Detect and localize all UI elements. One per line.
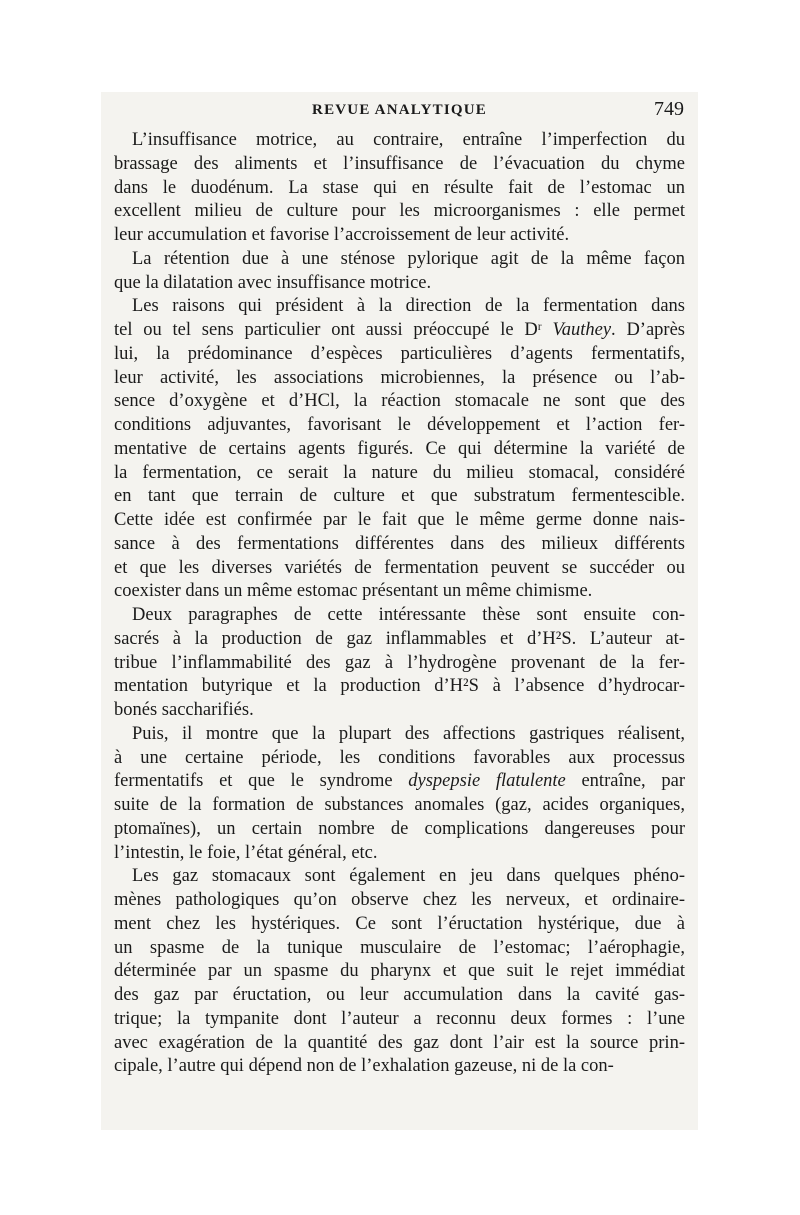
text-line: cipale, l’autre qui dépend non de l’exhalation gazeuse, ni de la con- bbox=[114, 1056, 614, 1077]
text-line: ptomaïnes), un certain nombre de complications dangereuses pour bbox=[114, 818, 685, 839]
text-line: mentative de certains agents figurés. Ce qui détermine la variété de bbox=[114, 438, 685, 459]
text-line: leur activité, les associations microbiennes, la présence ou l’ab- bbox=[114, 367, 685, 388]
text-line: ment chez les hystériques. Ce sont l’éructation hystérique, due à bbox=[114, 913, 685, 934]
text-line: lui, la prédominance d’espèces particulières d’agents fermentatifs, bbox=[114, 343, 685, 364]
running-title: REVUE ANALYTIQUE bbox=[312, 102, 487, 118]
text-line: leur accumulation et favorise l’accroissement de leur activité. bbox=[114, 225, 570, 245]
text-line: sacrés à la production de gaz inflammables et d’H²S. L’auteur at- bbox=[114, 628, 685, 649]
text-line: un spasme de la tunique musculaire de l’estomac; l’aérophagie, bbox=[114, 937, 685, 958]
paragraph bbox=[114, 295, 685, 604]
text-line: mentation butyrique et la production d’H²S à l’absence d’hydrocar- bbox=[114, 676, 685, 697]
text-line: bonés saccharifiés. bbox=[114, 700, 254, 720]
text-line: sence d’oxygène et d’HCl, la réaction stomacale ne sont que des bbox=[114, 391, 685, 412]
book-page bbox=[101, 92, 698, 1130]
text-line: Puis, il montre que la plupart des affections gastriques réalisent, bbox=[132, 723, 685, 744]
text-line: mènes pathologiques qu’on observe chez les nerveux, et ordinaire- bbox=[114, 890, 685, 910]
text-line: coexister dans un même estomac présentant un même chimisme. bbox=[114, 581, 593, 602]
text-line: trique; la tympanite dont l’auteur a reconnu deux formes : l’une bbox=[114, 1008, 685, 1029]
text-line: fermentatifs et que le syndrome dyspepsie flatulente entraîne, par bbox=[114, 771, 685, 792]
paragraph bbox=[114, 248, 685, 296]
text-line: excellent milieu de culture pour les microorganismes : elle permet bbox=[114, 201, 685, 222]
paragraph bbox=[114, 604, 685, 723]
text-line: Cette idée est confirmée par le fait que le même germe donne nais- bbox=[114, 510, 685, 530]
text-line: La rétention due à une sténose pylorique agit de la même façon bbox=[132, 248, 685, 269]
paragraph bbox=[114, 723, 685, 866]
text-line: conditions adjuvantes, favorisant le développement et l’action fer- bbox=[114, 415, 685, 435]
text-line: l’intestin, le foie, l’état général, etc. bbox=[114, 842, 378, 863]
paragraph bbox=[114, 865, 685, 1079]
text-line: Les gaz stomacaux sont également en jeu dans quelques phéno- bbox=[132, 866, 685, 887]
text-line: tel ou tel sens particulier ont aussi préoccupé le Dʳ Vauthey. D’après bbox=[114, 320, 685, 340]
text-line: des gaz par éructation, ou leur accumulation dans la cavité gas- bbox=[114, 985, 685, 1005]
text-line: L’insuffisance motrice, au contraire, entraîne l’imperfection du bbox=[132, 130, 685, 150]
text-line: suite de la formation de substances anomales (gaz, acides organiques, bbox=[114, 795, 685, 815]
text-line: et que les diverses variétés de fermentation peuvent se succéder ou bbox=[114, 557, 685, 578]
text-line: dans le duodénum. La stase qui en résulte fait de l’estomac un bbox=[114, 177, 685, 198]
text-line: à une certaine période, les conditions favorables aux processus bbox=[114, 747, 685, 768]
page-header bbox=[101, 98, 698, 124]
text-line: Deux paragraphes de cette intéressante thèse sont ensuite con- bbox=[132, 605, 685, 625]
text-line: que la dilatation avec insuffisance motrice. bbox=[114, 272, 432, 293]
text-line: la fermentation, ce serait la nature du milieu stomacal, considéré bbox=[114, 462, 685, 483]
text-line: déterminée par un spasme du pharynx et que suit le rejet immédiat bbox=[114, 961, 685, 982]
text-line: brassage des aliments et l’insuffisance de l’évacuation du chyme bbox=[114, 153, 685, 174]
body-text bbox=[114, 129, 685, 1079]
paragraph bbox=[114, 129, 685, 248]
text-line: Les raisons qui président à la direction de la fermentation dans bbox=[132, 296, 685, 317]
text-line: avec exagération de la quantité des gaz dont l’air est la source prin- bbox=[114, 1032, 685, 1053]
text-line: en tant que terrain de culture et que substratum fermentescible. bbox=[114, 486, 685, 507]
text-line: tribue l’inflammabilité des gaz à l’hydrogène provenant de la fer- bbox=[114, 652, 685, 673]
text-line: sance à des fermentations différentes dans des milieux différents bbox=[114, 533, 685, 554]
page-number: 749 bbox=[654, 98, 684, 120]
